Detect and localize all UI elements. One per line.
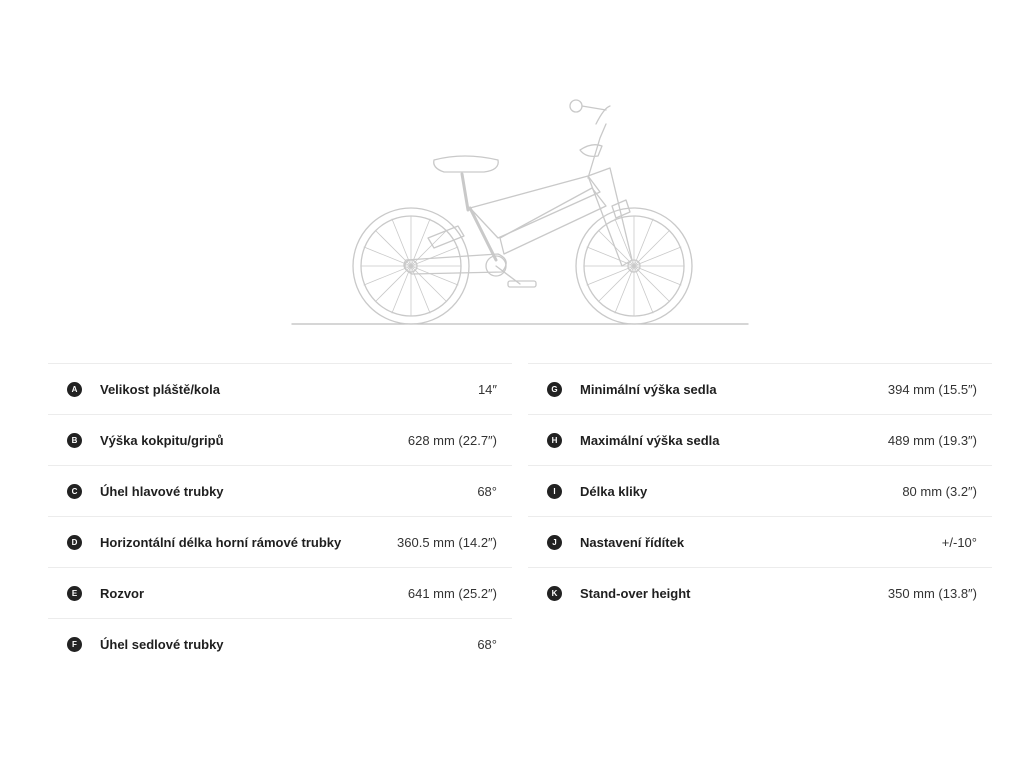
geometry-specs-right (528, 363, 992, 618)
spec-letter-badge: E (67, 586, 82, 601)
spec-letter-badge: D (67, 535, 82, 550)
spec-row (48, 618, 512, 669)
spec-label: Výška kokpitu/gripů (100, 432, 224, 448)
spec-label: Délka kliky (580, 483, 648, 499)
spec-letter-badge: J (547, 535, 562, 550)
spec-label: Stand-over height (580, 585, 691, 601)
spec-row (528, 516, 992, 567)
spec-row (528, 567, 992, 618)
spec-label: Nastavení řídítek (580, 534, 685, 550)
spec-letter-badge: I (547, 484, 562, 499)
rear-wheel (353, 208, 469, 324)
spec-value: 68° (477, 636, 497, 652)
pedal (508, 281, 536, 287)
spec-value: 350 mm (13.8″) (887, 585, 977, 601)
spec-value: 628 mm (22.7″) (407, 432, 497, 448)
saddle (434, 156, 499, 172)
spec-row (48, 567, 512, 618)
spec-value: 489 mm (19.3″) (887, 432, 977, 448)
spec-row (528, 414, 992, 465)
spec-row (48, 414, 512, 465)
spec-letter-badge: G (547, 382, 562, 397)
spec-row (48, 363, 512, 414)
bike-geometry-illustration (288, 88, 752, 332)
spec-value: 14″ (477, 381, 497, 397)
spec-letter-badge: A (67, 382, 82, 397)
spec-row (48, 465, 512, 516)
spec-value: 68° (477, 483, 497, 499)
spec-label: Velikost pláště/kola (100, 381, 220, 397)
spec-value: 80 mm (3.2″) (902, 483, 977, 499)
spec-row (48, 516, 512, 567)
spec-label: Úhel hlavové trubky (100, 483, 224, 499)
spec-label: Rozvor (100, 585, 145, 601)
front-wheel (576, 208, 692, 324)
spec-value: +/-10° (941, 534, 977, 550)
spec-letter-badge: B (67, 433, 82, 448)
top-tube (470, 176, 600, 238)
spec-label: Úhel sedlové trubky (100, 636, 224, 652)
spec-label: Minimální výška sedla (580, 381, 717, 397)
spec-letter-badge: H (547, 433, 562, 448)
spec-letter-badge: K (547, 586, 562, 601)
spec-label: Maximální výška sedla (580, 432, 720, 448)
spec-value: 360.5 mm (14.2″) (397, 534, 497, 550)
spec-row (528, 465, 992, 516)
spec-value: 641 mm (25.2″) (407, 585, 497, 601)
geometry-specs-left (48, 363, 512, 669)
spec-row (528, 363, 992, 414)
grip (570, 100, 582, 112)
spec-letter-badge: C (67, 484, 82, 499)
spec-label: Horizontální délka horní rámové trubky (100, 534, 342, 550)
spec-value: 394 mm (15.5″) (887, 381, 977, 397)
spec-letter-badge: F (67, 637, 82, 652)
